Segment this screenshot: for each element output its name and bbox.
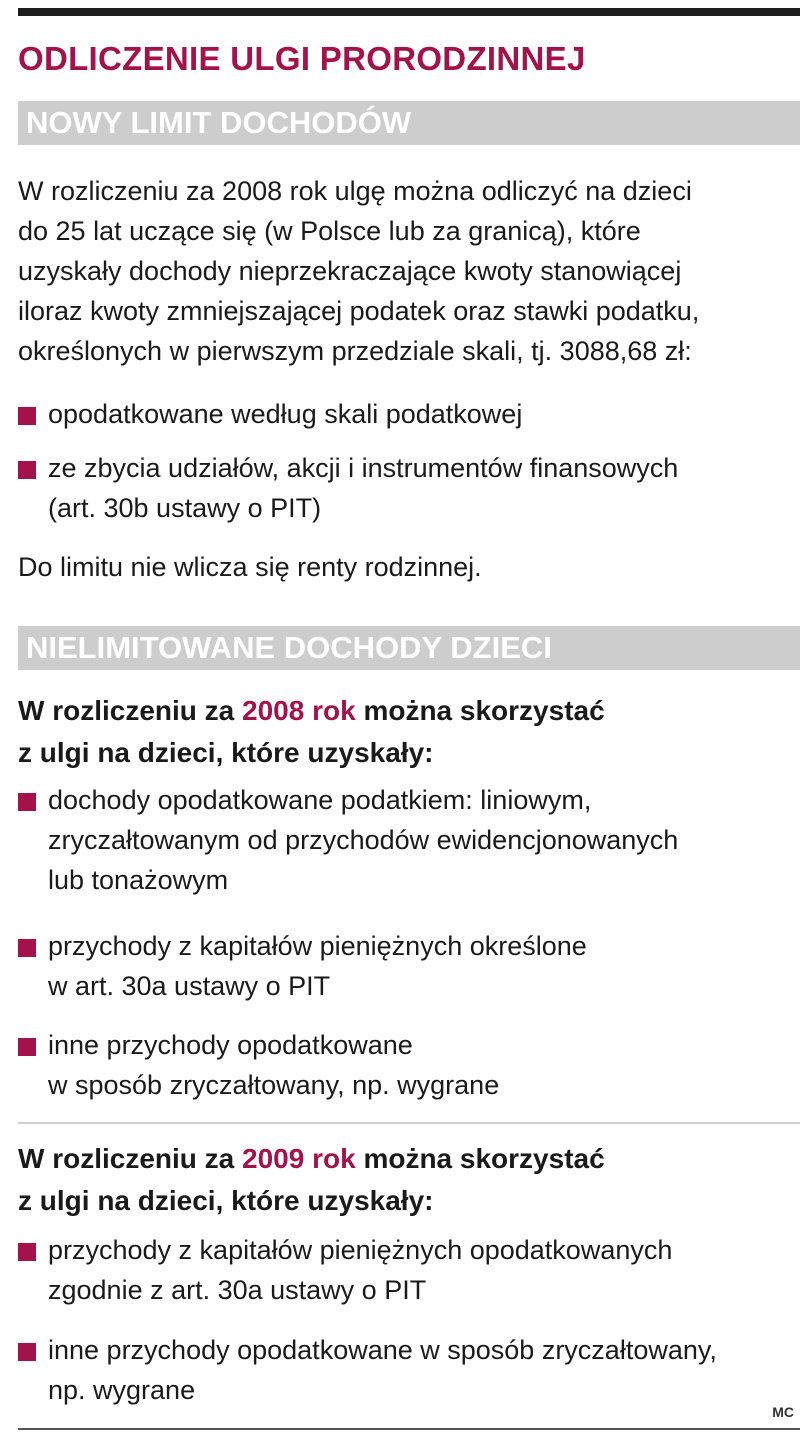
list-item-line: w sposób zryczałtowany, np. wygrane [48,1070,500,1100]
list-item-line: dochody opodatkowane podatkiem: liniowym, [48,785,592,815]
section-header-unlimited-income [18,626,800,670]
bullet-list-2009 [18,1230,800,1310]
lead-line: z ulgi na dzieci, które uzyskały: [18,737,434,768]
list-item-line: (art. 30b ustawy o PIT) [48,493,322,523]
lead-text: W rozliczeniu za [18,695,243,726]
intro-line: W rozliczeniu za 2008 rok ulgę można odliczyć na dzieci [18,176,692,206]
list-item-line: przychody z kapitałów pieniężnych określone [48,931,587,961]
list-item [18,926,800,1006]
top-rule [18,8,800,16]
list-item-line: zryczałtowanym od przychodów ewidencjonowanych [48,825,679,855]
lead-2008 [18,690,800,774]
year-highlight: 2008 rok [242,695,356,726]
bullet-list-2008 [18,780,800,900]
bottom-rule [18,1428,800,1430]
list-item-line: zgodnie z art. 30a ustawy o PIT [48,1275,427,1305]
bullet-list-2008-c [18,1025,800,1105]
intro-line: do 25 lat uczące się (w Polsce lub za granicą), które [18,216,641,246]
section-header-label: NIELIMITOWANE DOCHODY DZIECI [26,630,552,665]
section-header-income-limit [18,101,800,145]
intro-line: określonych w pierwszym przedziale skali, tj. 3088,68 zł: [18,336,692,366]
list-item-line: np. wygrane [48,1375,196,1405]
list-item [18,448,800,528]
list-item [18,394,800,434]
list-item [18,1330,800,1410]
bullet-square-icon [18,407,36,425]
lead-line: z ulgi na dzieci, które uzyskały: [18,1185,434,1216]
list-item [18,1025,800,1105]
main-title: ODLICZENIE ULGI PRORODZINNEJ [18,40,586,77]
lead-text: można skorzystać [355,695,605,726]
lead-text: można skorzystać [355,1143,605,1174]
section-header-label: NOWY LIMIT DOCHODÓW [26,105,412,140]
note-paragraph [18,547,800,587]
list-item-line: opodatkowane według skali podatkowej [48,399,523,429]
bullet-square-icon [18,1038,36,1056]
list-item-line: w art. 30a ustawy o PIT [48,971,331,1001]
lead-line [18,690,800,732]
lead-line [18,1138,800,1180]
bullet-square-icon [18,461,36,479]
list-item [18,1230,800,1310]
intro-line: iloraz kwoty zmniejszającej podatek oraz stawki podatku, [18,296,700,326]
bullet-list-limit [18,394,800,434]
author-credit: MC [772,1404,794,1420]
bullet-square-icon [18,1343,36,1361]
list-item-line: lub tonażowym [48,865,229,895]
lead-2009 [18,1138,800,1222]
list-item-line: ze zbycia udziałów, akcji i instrumentów finansowych [48,453,679,483]
list-item-line: przychody z kapitałów pieniężnych opodatkowanych [48,1235,673,1265]
bullet-list-2009-b [18,1330,800,1410]
infographic [18,0,800,1446]
bullet-list-2008-b [18,926,800,1006]
list-item-line: inne przychody opodatkowane [48,1030,413,1060]
intro-paragraph [18,171,800,371]
list-item [18,780,800,900]
year-highlight: 2009 rok [242,1143,356,1174]
bullet-list-limit-2 [18,448,800,528]
bullet-square-icon [18,1243,36,1261]
list-item-line: inne przychody opodatkowane w sposób zryczałtowany, [48,1335,717,1365]
bullet-square-icon [18,793,36,811]
note-text: Do limitu nie wlicza się renty rodzinnej. [18,552,482,582]
lead-text: W rozliczeniu za [18,1143,243,1174]
intro-line: uzyskały dochody nieprzekraczające kwoty stanowiącej [18,256,682,286]
bullet-square-icon [18,939,36,957]
group-divider [18,1122,800,1124]
